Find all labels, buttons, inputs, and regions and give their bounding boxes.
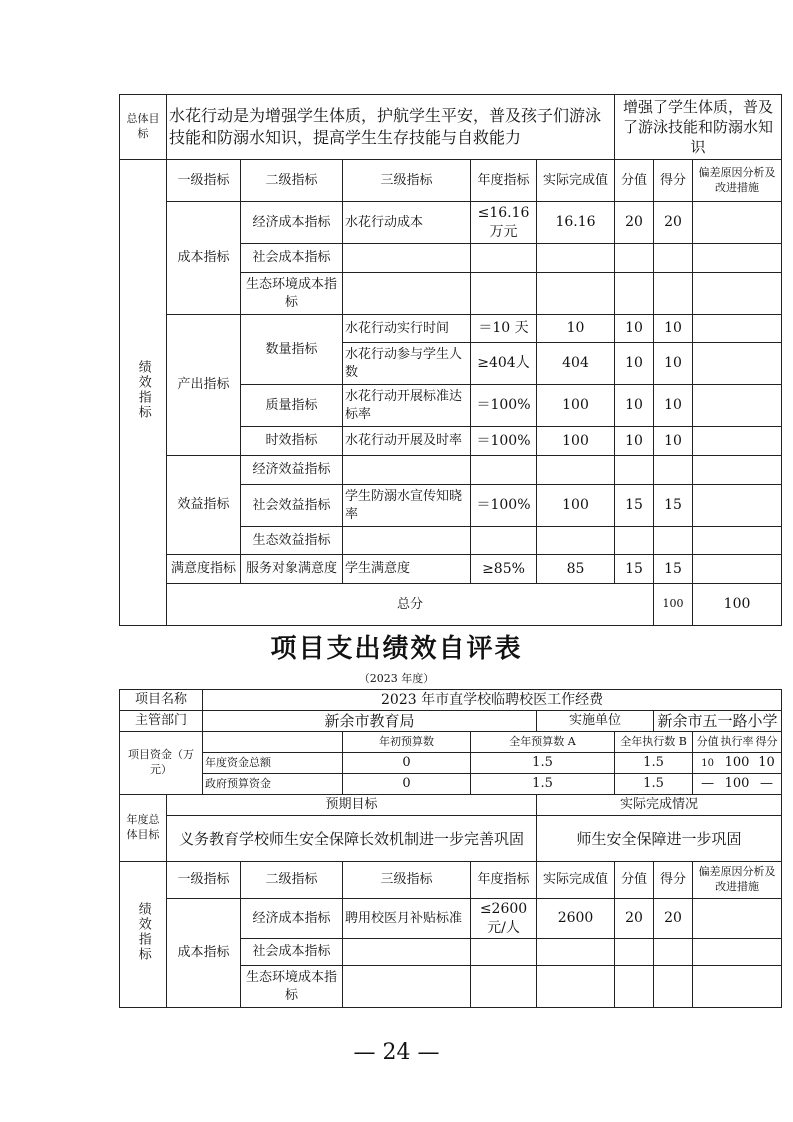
social-cost-indicator: 社会成本指标 (241, 244, 343, 273)
header-score: 得分 (654, 862, 693, 899)
goal-expected: 义务教育学校师生安全保障长效机制进一步完善巩固 (167, 816, 537, 862)
gov-funds-initial: 0 (343, 774, 471, 795)
satisfaction-points: 15 (615, 555, 654, 584)
satisfaction-indicator: 满意度指标 (167, 555, 241, 584)
social-benefit-actual: 100 (537, 485, 615, 527)
header-deviation: 偏差原因分析及改进措施 (693, 160, 782, 202)
total-label: 总分 (167, 584, 654, 626)
gov-funds-misc (693, 774, 782, 795)
benefit-indicator: 效益指标 (167, 456, 241, 555)
funds-h-points: 分值 (696, 734, 719, 748)
time-l3: 水花行动开展及时率 (343, 427, 471, 456)
funds-h-score: 得分 (755, 734, 778, 748)
q1-points: 10 (615, 315, 654, 343)
total-funds-rate: 100 (724, 755, 750, 771)
econ-cost-actual: 2600 (537, 899, 615, 939)
gov-funds-executed: 1.5 (615, 774, 693, 795)
project-name-label: 项目名称 (120, 690, 203, 711)
total-funds-executed: 1.5 (615, 753, 693, 774)
time-score: 10 (654, 427, 693, 456)
header-deviation: 偏差原因分析及改进措施 (693, 862, 782, 899)
goal-expected: 水花行动是为增强学生体质，护航学生平安，普及孩子们游泳技能和防溺水知识，提高学生生存技能与自救能力 (167, 95, 615, 160)
social-cost-indicator: 社会成本指标 (241, 939, 343, 966)
time-actual: 100 (537, 427, 615, 456)
q1-l3: 水花行动实行时间 (343, 315, 471, 343)
time-points: 10 (615, 427, 654, 456)
quality-score: 10 (654, 385, 693, 427)
header-target: 年度指标 (471, 862, 537, 899)
impl: 新余市五一路小学 (654, 711, 782, 732)
year-goal-label: 年度总体目标 (120, 795, 167, 862)
header-l2: 二级指标 (241, 862, 343, 899)
social-benefit-indicator: 社会效益指标 (241, 485, 343, 527)
econ-cost-l3: 水花行动成本 (343, 202, 471, 244)
social-benefit-target: ＝100% (471, 485, 537, 527)
performance-table-continued (119, 94, 782, 626)
header-actual: 实际完成值 (537, 862, 615, 899)
header-l1: 一级指标 (167, 160, 241, 202)
expected-label: 预期目标 (167, 795, 537, 816)
goal-actual: 师生安全保障进一步巩固 (537, 816, 782, 862)
total-funds-score: 10 (758, 755, 775, 771)
eco-cost-indicator: 生态环境成本指标 (241, 966, 343, 1008)
q1-actual: 10 (537, 315, 615, 343)
eco-benefit-indicator: 生态效益指标 (241, 527, 343, 555)
social-benefit-points: 15 (615, 485, 654, 527)
q2-points: 10 (615, 343, 654, 385)
quality-l3: 水花行动开展标准达标率 (343, 385, 471, 427)
funds-h-rate: 执行率 (720, 734, 754, 748)
funds-h-initial: 年初预算数 (343, 732, 471, 753)
social-benefit-score: 15 (654, 485, 693, 527)
q1-target: ＝10 天 (471, 315, 537, 343)
header-l3: 三级指标 (343, 160, 471, 202)
econ-cost-target: ≤2600元/人 (471, 899, 537, 939)
econ-cost-indicator: 经济成本指标 (241, 899, 343, 939)
header-actual: 实际完成值 (537, 160, 615, 202)
total-funds-misc (693, 753, 782, 774)
page-title: 项目支出绩效自评表 (270, 634, 523, 664)
q2-score: 10 (654, 343, 693, 385)
header-score: 得分 (654, 160, 693, 202)
header-l3: 三级指标 (343, 862, 471, 899)
gov-funds-rate: 100 (724, 776, 750, 792)
satisfaction-l3: 学生满意度 (343, 555, 471, 584)
quality-points: 10 (615, 385, 654, 427)
gov-funds-budget: 1.5 (471, 774, 615, 795)
q2-target: ≥404人 (471, 343, 537, 385)
gov-funds-points: — (701, 776, 715, 792)
total-score: 100 (693, 584, 782, 626)
cost-indicator: 成本指标 (167, 202, 241, 315)
funds-h-budget: 全年预算数 A (471, 732, 615, 753)
time-target: ＝100% (471, 427, 537, 456)
quality-actual: 100 (537, 385, 615, 427)
header-l2: 二级指标 (241, 160, 343, 202)
total-points: 100 (654, 584, 693, 626)
total-funds-label: 年度资金总额 (203, 753, 343, 774)
econ-cost-l3: 聘用校医月补贴标准 (343, 899, 471, 939)
q2-actual: 404 (537, 343, 615, 385)
overall-goal-label: 总体目标 (120, 95, 167, 160)
econ-cost-deviation (693, 202, 782, 244)
social-benefit-l3: 学生防溺水宣传知晓率 (343, 485, 471, 527)
satisfaction-actual: 85 (537, 555, 615, 584)
eco-cost-indicator: 生态环境成本指标 (241, 273, 343, 315)
perf-indicator-label: 绩效指标 (120, 862, 167, 1008)
project-name: 2023 年市直学校临聘校医工作经费 (203, 690, 782, 711)
impl-label: 实施单位 (537, 711, 654, 732)
quantity-indicator: 数量指标 (241, 315, 343, 385)
econ-cost-points: 20 (615, 899, 654, 939)
q2-l3: 水花行动参与学生人数 (343, 343, 471, 385)
funds-h-misc (693, 732, 782, 753)
satisfaction-l2: 服务对象满意度 (241, 555, 343, 584)
econ-cost-actual: 16.16 (537, 202, 615, 244)
gov-funds-score: — (759, 776, 773, 792)
perf-indicator-label: 绩效指标 (120, 160, 167, 626)
year-label: （2023 年度） (358, 672, 435, 685)
econ-cost-score: 20 (654, 899, 693, 939)
goal-actual: 增强了学生体质，普及了游泳技能和防溺水知识 (615, 95, 782, 160)
dept: 新余市教育局 (203, 711, 537, 732)
header-l1: 一级指标 (167, 862, 241, 899)
econ-cost-target: ≤16.16万元 (471, 202, 537, 244)
funds-h-executed: 全年执行数 B (615, 732, 693, 753)
econ-cost-indicator: 经济成本指标 (241, 202, 343, 244)
funds-label: 项目资金（万元） (120, 732, 203, 795)
quality-indicator: 质量指标 (241, 385, 343, 427)
gov-funds-label: 政府预算资金 (203, 774, 343, 795)
satisfaction-target: ≥85% (471, 555, 537, 584)
cost-indicator: 成本指标 (167, 899, 241, 1008)
header-target: 年度指标 (471, 160, 537, 202)
total-funds-points: 10 (701, 758, 714, 770)
project-self-evaluation-table (119, 689, 782, 1008)
page-number: — 24 — (353, 1040, 440, 1065)
quality-target: ＝100% (471, 385, 537, 427)
satisfaction-score: 15 (654, 555, 693, 584)
total-funds-budget: 1.5 (471, 753, 615, 774)
q1-score: 10 (654, 315, 693, 343)
header-points: 分值 (615, 160, 654, 202)
output-indicator: 产出指标 (167, 315, 241, 456)
econ-cost-score: 20 (654, 202, 693, 244)
dept-label: 主管部门 (120, 711, 203, 732)
time-indicator: 时效指标 (241, 427, 343, 456)
header-points: 分值 (615, 862, 654, 899)
total-funds-initial: 0 (343, 753, 471, 774)
econ-benefit-indicator: 经济效益指标 (241, 456, 343, 485)
econ-cost-points: 20 (615, 202, 654, 244)
actual-label: 实际完成情况 (537, 795, 782, 816)
